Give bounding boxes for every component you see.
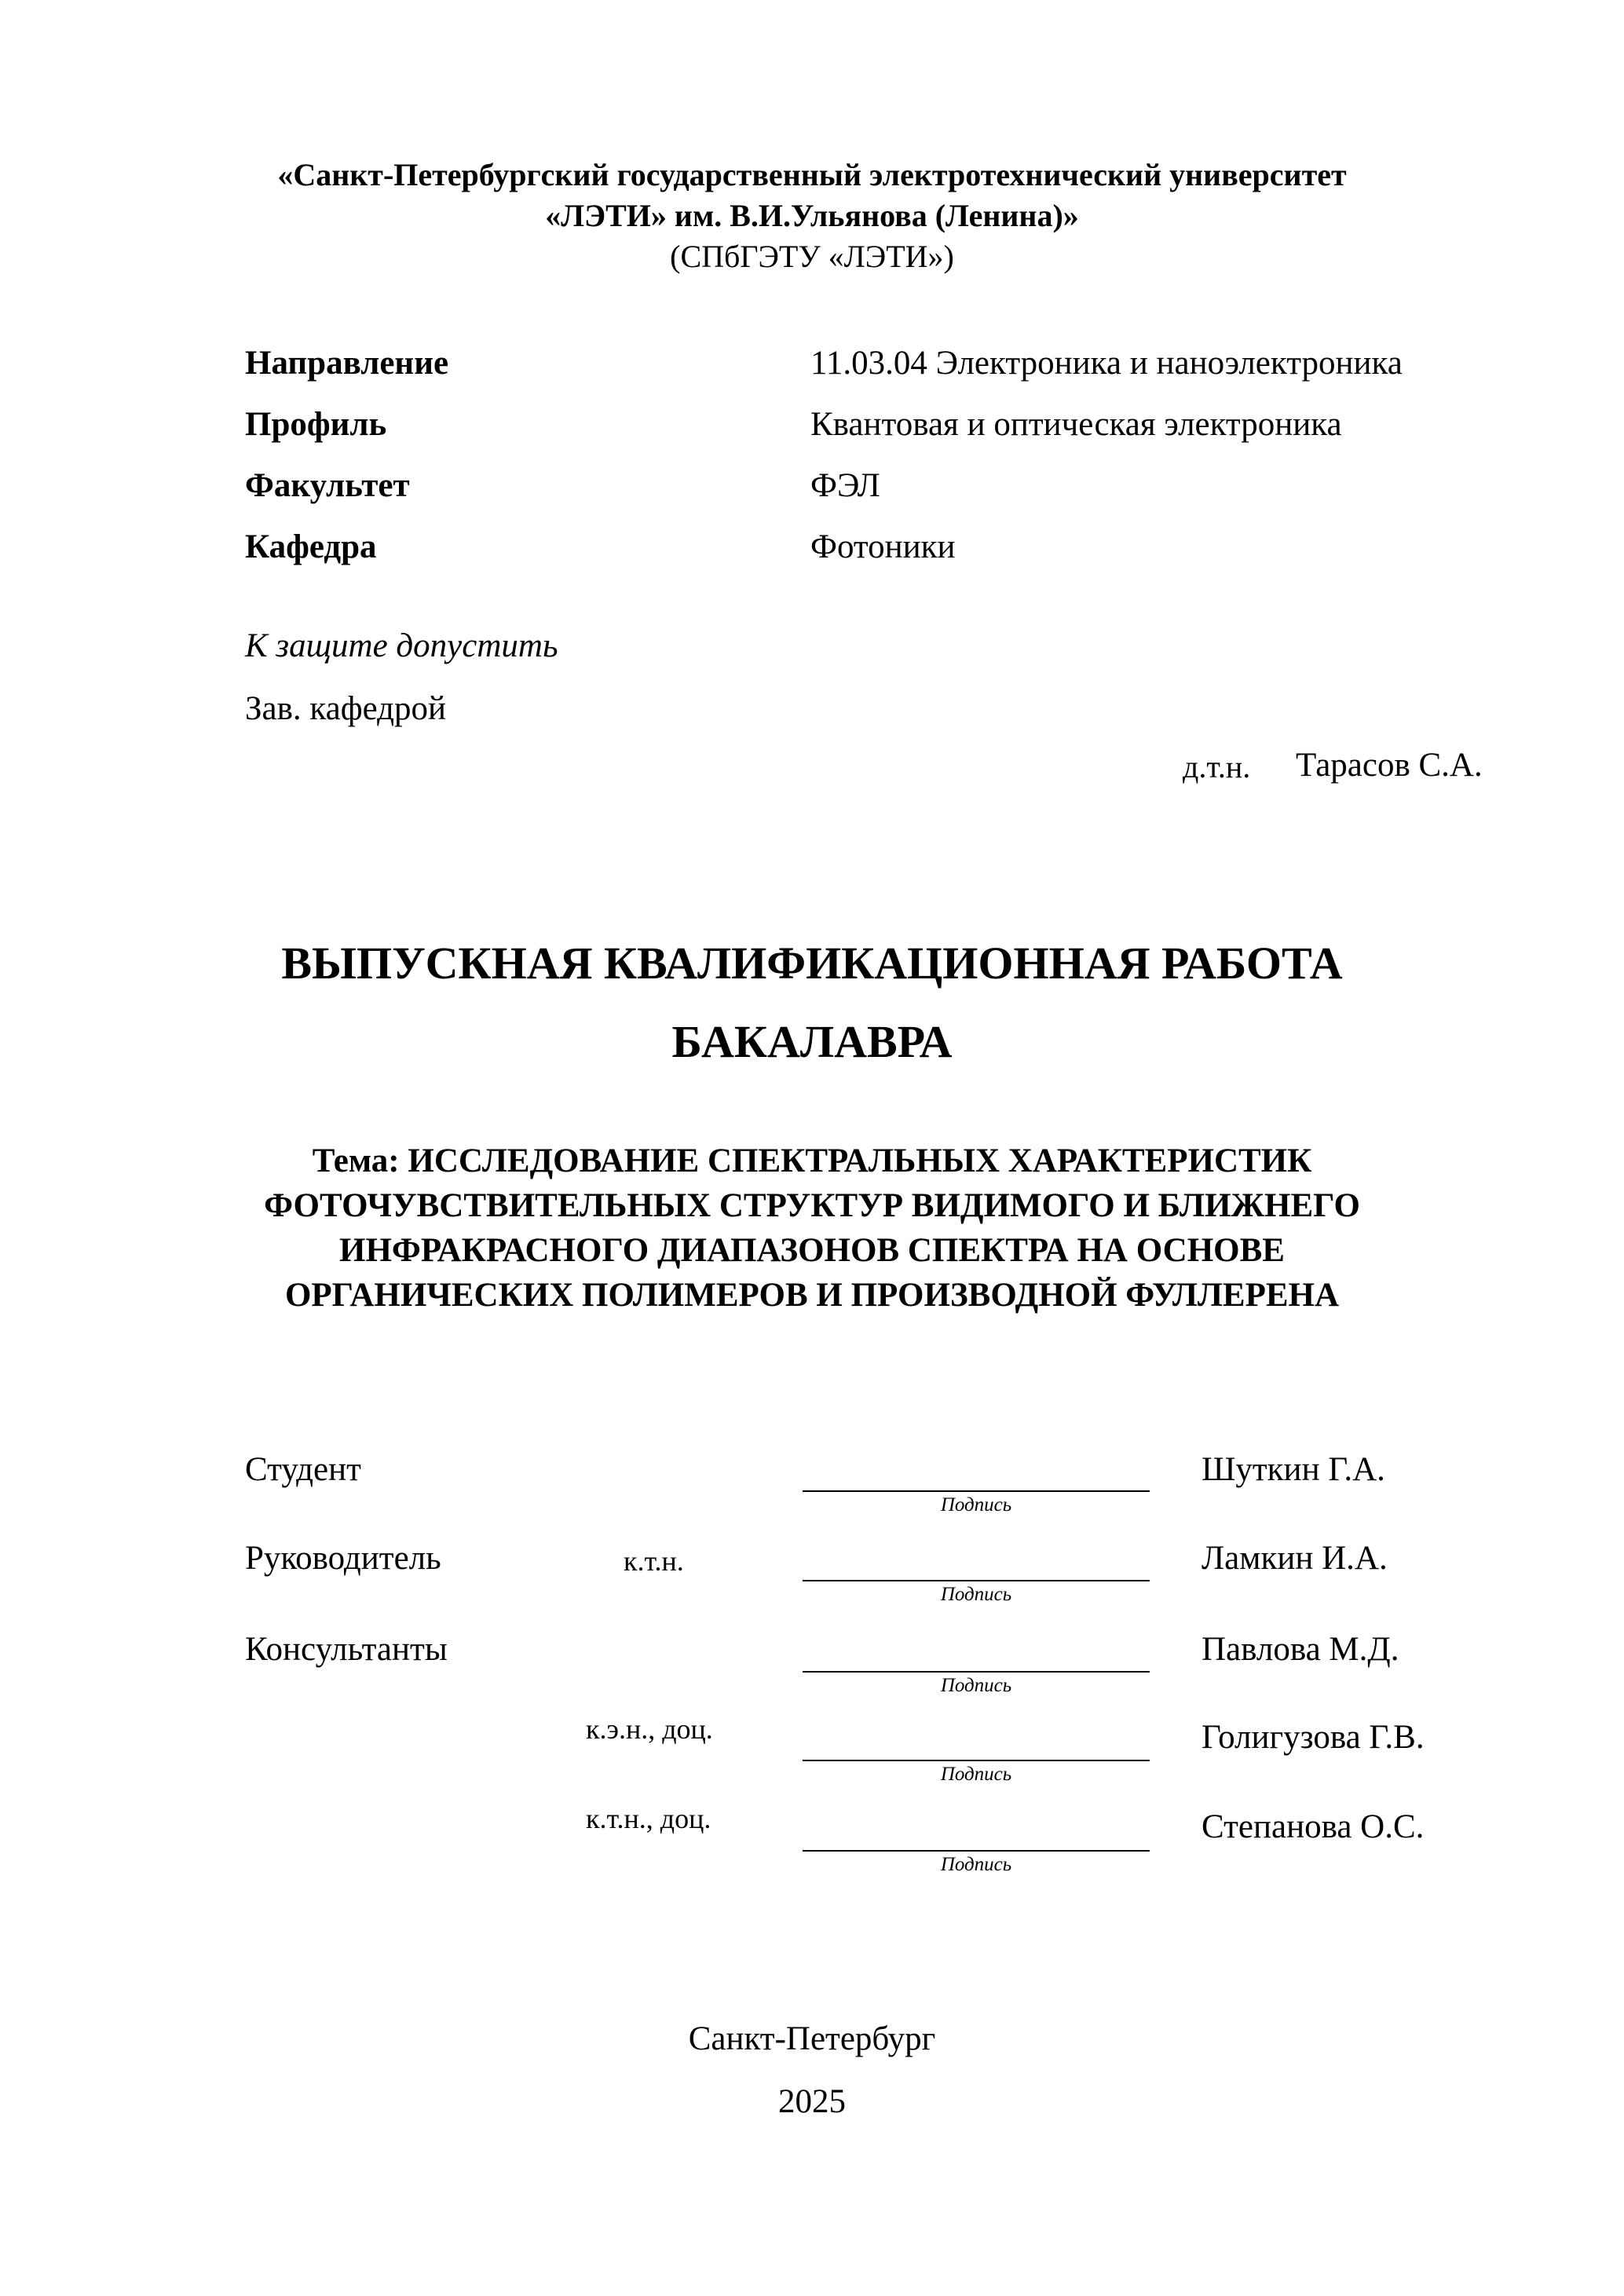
city: Санкт-Петербург — [688, 2020, 936, 2057]
head-degree: д.т.н. — [1183, 749, 1251, 784]
consultant-degree: к.э.н., доц. — [586, 1713, 713, 1745]
signature-line — [803, 1671, 1150, 1673]
topic-line2: ФОТОЧУВСТВИТЕЛЬНЫХ СТРУКТУР ВИДИМОГО И БЛИЖНЕГО — [264, 1187, 1360, 1224]
supervisor-name: Ламкин И.А. — [1202, 1540, 1388, 1577]
student-role: Студент — [245, 1451, 361, 1488]
work-title-line1: ВЫПУСКНАЯ КВАЛИФИКАЦИОННАЯ РАБОТА — [281, 938, 1343, 989]
student-name: Шуткин Г.А. — [1202, 1451, 1385, 1488]
admit-to-defense: К защите допустить — [245, 627, 558, 664]
topic-line3: ИНФРАКРАСНОГО ДИАПАЗОНОВ СПЕКТРА НА ОСНОВЕ — [339, 1232, 1285, 1269]
signature-caption: Подпись — [940, 1854, 1012, 1875]
consultants-role: Консультанты — [245, 1631, 448, 1668]
faculty-value: ФЭЛ — [810, 467, 880, 504]
faculty-label: Факультет — [245, 467, 410, 504]
signature-line — [803, 1490, 1150, 1492]
consultant-degree: к.т.н., доц. — [586, 1803, 711, 1834]
university-short-name: (СПбГЭТУ «ЛЭТИ») — [670, 239, 954, 274]
department-label: Кафедра — [245, 528, 377, 565]
topic-line4: ОРГАНИЧЕСКИХ ПОЛИМЕРОВ И ПРОИЗВОДНОЙ ФУЛЛЕРЕНА — [284, 1277, 1340, 1314]
university-name-line2: «ЛЭТИ» им. В.И.Ульянова (Ленина)» — [545, 198, 1079, 233]
head-of-department-title: Зав. кафедрой — [245, 690, 447, 727]
direction-value: 11.03.04 Электроника и наноэлектроника — [810, 345, 1403, 382]
signature-caption: Подпись — [940, 1764, 1012, 1785]
direction-label: Направление — [245, 345, 449, 382]
head-name: Тарасов С.А. — [1296, 747, 1483, 784]
signature-caption: Подпись — [940, 1494, 1012, 1515]
profile-value: Квантовая и оптическая электроника — [810, 406, 1342, 443]
work-title-line2: БАКАЛАВРА — [671, 1016, 953, 1067]
supervisor-degree: к.т.н. — [624, 1545, 684, 1577]
consultant-name: Голигузова Г.В. — [1202, 1719, 1425, 1756]
signature-caption: Подпись — [940, 1584, 1012, 1605]
topic-line1: Тема: ИССЛЕДОВАНИЕ СПЕКТРАЛЬНЫХ ХАРАКТЕРИСТИК — [312, 1143, 1312, 1179]
signature-line — [803, 1580, 1150, 1581]
year: 2025 — [778, 2083, 846, 2120]
university-name-line1: «Санкт-Петербургский государственный электротехнический университет — [277, 157, 1347, 192]
signature-line — [803, 1760, 1150, 1761]
supervisor-role: Руководитель — [245, 1540, 441, 1577]
signature-caption: Подпись — [940, 1675, 1012, 1696]
consultant-name: Павлова М.Д. — [1202, 1631, 1399, 1668]
profile-label: Профиль — [245, 406, 387, 443]
signature-line — [803, 1850, 1150, 1852]
department-value: Фотоники — [810, 528, 956, 565]
consultant-name: Степанова О.С. — [1202, 1808, 1425, 1845]
